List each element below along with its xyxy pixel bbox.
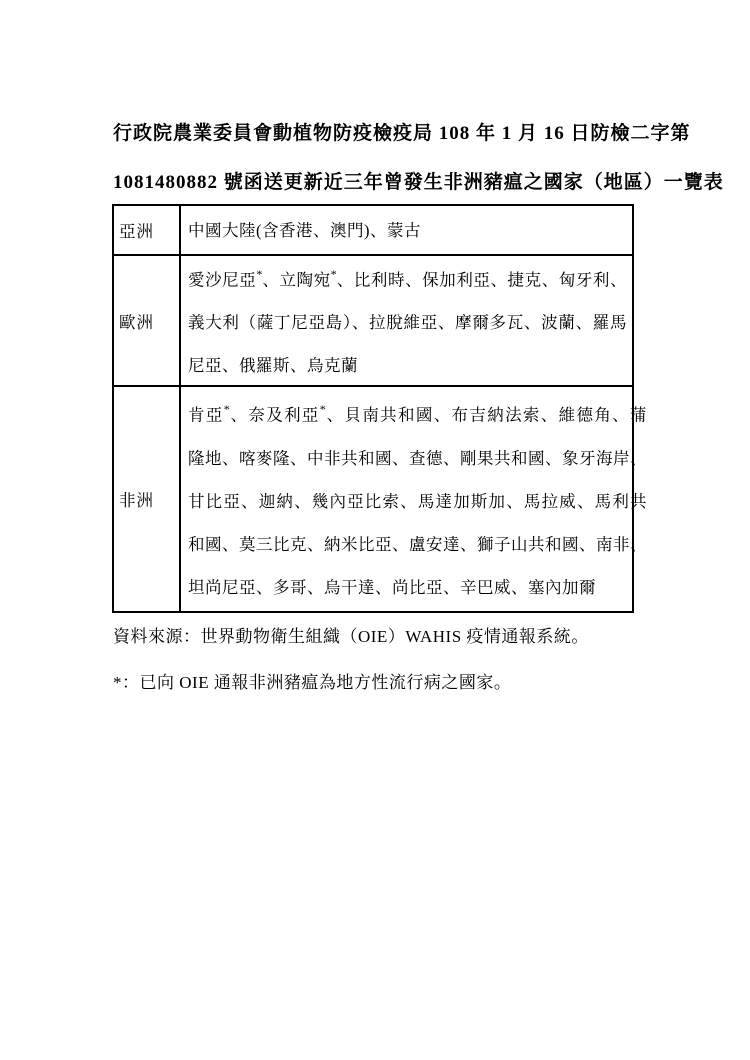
document-title-line-2: 1081480882 號函送更新近三年曾發生非洲豬瘟之國家（地區）一覽表 bbox=[113, 172, 724, 193]
countries-cell bbox=[181, 206, 632, 254]
country-line: 中國大陸(含香港、澳門)、蒙古 bbox=[188, 220, 421, 240]
country-line: 和國、莫三比克、納米比亞、盧安達、獅子山共和國、南非、 bbox=[188, 534, 647, 554]
endemic-asterisk: * bbox=[319, 402, 326, 417]
endemic-asterisk: * bbox=[223, 402, 230, 417]
countries-cell bbox=[181, 256, 632, 385]
country-line: 義大利（薩丁尼亞島）、拉脫維亞、摩爾多瓦、波蘭、羅馬 bbox=[188, 313, 627, 333]
region-table bbox=[112, 204, 648, 613]
document-title-line-1: 行政院農業委員會動植物防疫檢疫局 108 年 1 月 16 日防檢二字第 bbox=[113, 123, 691, 144]
region-cell: 亞洲 bbox=[114, 206, 181, 254]
region-cell: 非洲 bbox=[114, 387, 181, 611]
country-line: 愛沙尼亞*、立陶宛*、比利時、保加利亞、捷克、匈牙利、 bbox=[188, 266, 628, 290]
endemic-asterisk: * bbox=[256, 266, 263, 281]
country-line: 尼亞、俄羅斯、烏克蘭 bbox=[188, 356, 358, 376]
country-line: 肯亞*、奈及利亞*、貝南共和國、布吉納法索、維德角、蒲 bbox=[188, 402, 648, 425]
countries-cell bbox=[181, 387, 652, 611]
endemic-asterisk: * bbox=[330, 266, 337, 281]
region-cell: 歐洲 bbox=[114, 256, 181, 385]
source-note: 資料來源：世界動物衛生組織（OIE）WAHIS 疫情通報系統。 bbox=[113, 627, 589, 646]
document-title bbox=[113, 123, 724, 194]
table-row bbox=[114, 385, 648, 611]
country-line: 甘比亞、迦納、幾內亞比索、馬達加斯加、馬拉威、馬利共 bbox=[188, 491, 647, 511]
asterisk-footnote: *：已向 OIE 通報非洲豬瘟為地方性流行病之國家。 bbox=[113, 673, 512, 692]
country-line: 隆地、喀麥隆、中非共和國、查德、剛果共和國、象牙海岸、 bbox=[188, 448, 647, 468]
table-row bbox=[114, 206, 632, 254]
country-line: 坦尚尼亞、多哥、烏干達、尚比亞、辛巴威、塞內加爾 bbox=[188, 577, 596, 597]
table-row bbox=[114, 254, 632, 385]
